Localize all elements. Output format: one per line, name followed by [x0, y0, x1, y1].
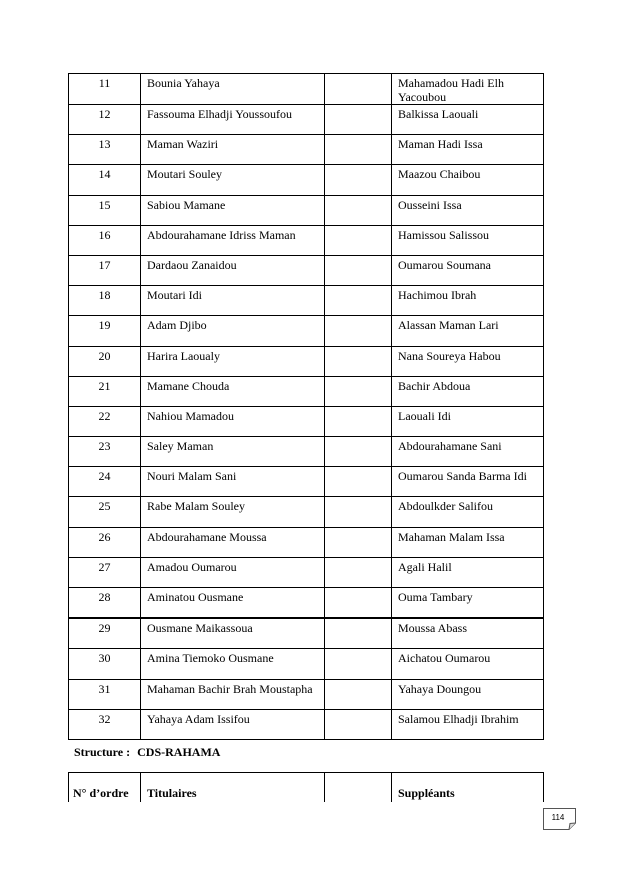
- suppleant-name: Aichatou Oumarou: [392, 649, 544, 679]
- table-row: [69, 437, 544, 467]
- titulaire-name: Rabe Malam Souley: [141, 497, 325, 527]
- table-row: [69, 709, 544, 739]
- table-row: [69, 557, 544, 587]
- row-number: 23: [69, 437, 141, 467]
- row-number: 18: [69, 286, 141, 316]
- titulaire-name: Amadou Oumarou: [141, 557, 325, 587]
- titulaire-name: Mamane Chouda: [141, 376, 325, 406]
- row-number: 25: [69, 497, 141, 527]
- titulaire-name: Fassouma Elhadji Youssoufou: [141, 105, 325, 135]
- blank-cell: [325, 105, 392, 135]
- row-number: 15: [69, 195, 141, 225]
- blank-cell: [325, 437, 392, 467]
- titulaire-name: Abdourahamane Idriss Maman: [141, 225, 325, 255]
- table-row: [69, 618, 544, 649]
- titulaire-name: Saley Maman: [141, 437, 325, 467]
- table-row: [69, 225, 544, 255]
- blank-cell: [325, 557, 392, 587]
- titulaire-name: Yahaya Adam Issifou: [141, 709, 325, 739]
- blank-cell: [325, 316, 392, 346]
- titulaire-name: Amina Tiemoko Ousmane: [141, 649, 325, 679]
- blank-cell: [325, 527, 392, 557]
- row-number: 31: [69, 679, 141, 709]
- header-suppleants: Suppléants: [392, 773, 544, 803]
- table-row: [69, 195, 544, 225]
- titulaire-name: Sabiou Mamane: [141, 195, 325, 225]
- titulaire-name: Adam Djibo: [141, 316, 325, 346]
- row-number: 19: [69, 316, 141, 346]
- titulaire-name: Maman Waziri: [141, 135, 325, 165]
- titulaire-name: Aminatou Ousmane: [141, 588, 325, 619]
- row-number: 22: [69, 406, 141, 436]
- next-table-header: [68, 772, 544, 802]
- row-number: 26: [69, 527, 141, 557]
- blank-cell: [325, 195, 392, 225]
- titulaire-name: Moutari Idi: [141, 286, 325, 316]
- structure-line: [74, 745, 220, 760]
- blank-cell: [325, 74, 392, 105]
- structure-value: CDS-RAHAMA: [137, 745, 221, 759]
- row-number: 20: [69, 346, 141, 376]
- row-number: 32: [69, 709, 141, 739]
- titulaire-name: Dardaou Zanaidou: [141, 255, 325, 285]
- blank-cell: [325, 346, 392, 376]
- blank-cell: [325, 225, 392, 255]
- suppleant-name: Abdourahamane Sani: [392, 437, 544, 467]
- row-number: 11: [69, 74, 141, 105]
- suppleant-name: Bachir Abdoua: [392, 376, 544, 406]
- suppleant-name: Abdoulkder Salifou: [392, 497, 544, 527]
- table-row: [69, 105, 544, 135]
- table-row: [69, 467, 544, 497]
- blank-cell: [325, 165, 392, 195]
- titulaire-name: Abdourahamane Moussa: [141, 527, 325, 557]
- suppleant-name: Maman Hadi Issa: [392, 135, 544, 165]
- row-number: 12: [69, 105, 141, 135]
- row-number: 21: [69, 376, 141, 406]
- table-row: [69, 497, 544, 527]
- titulaire-name: Ousmane Maikassoua: [141, 618, 325, 649]
- table-row: [69, 588, 544, 619]
- row-number: 28: [69, 588, 141, 619]
- titulaire-name: Harira Laoualy: [141, 346, 325, 376]
- suppleant-name: Ouma Tambary: [392, 588, 544, 619]
- suppleant-name: Maazou Chaibou: [392, 165, 544, 195]
- row-number: 14: [69, 165, 141, 195]
- structure-label: Structure :: [74, 745, 131, 759]
- table-row: [69, 316, 544, 346]
- blank-cell: [325, 709, 392, 739]
- titulaire-name: Moutari Souley: [141, 165, 325, 195]
- blank-cell: [325, 406, 392, 436]
- row-number: 27: [69, 557, 141, 587]
- row-number: 13: [69, 135, 141, 165]
- suppleant-name: Nana Soureya Habou: [392, 346, 544, 376]
- table-row: [69, 135, 544, 165]
- members-table-body: [69, 74, 544, 740]
- titulaire-name: Mahaman Bachir Brah Moustapha: [141, 679, 325, 709]
- blank-cell: [325, 618, 392, 649]
- header-row: [69, 773, 544, 803]
- blank-cell: [325, 135, 392, 165]
- blank-cell: [325, 467, 392, 497]
- suppleant-name: Oumarou Sanda Barma Idi: [392, 467, 544, 497]
- table-row: [69, 74, 544, 105]
- titulaire-name: Nahiou Mamadou: [141, 406, 325, 436]
- row-number: 24: [69, 467, 141, 497]
- header-ordre: N° d’ordre: [69, 773, 141, 803]
- table-row: [69, 406, 544, 436]
- page-number-box: [543, 808, 576, 830]
- header-titulaires: Titulaires: [141, 773, 325, 803]
- table-row: [69, 679, 544, 709]
- suppleant-name: Moussa Abass: [392, 618, 544, 649]
- table-row: [69, 649, 544, 679]
- table-row: [69, 286, 544, 316]
- table-row: [69, 165, 544, 195]
- suppleant-name: Laouali Idi: [392, 406, 544, 436]
- row-number: 17: [69, 255, 141, 285]
- blank-cell: [325, 286, 392, 316]
- suppleant-name: Balkissa Laouali: [392, 105, 544, 135]
- suppleant-name: Agali Halil: [392, 557, 544, 587]
- suppleant-name: Ousseini Issa: [392, 195, 544, 225]
- row-number: 29: [69, 618, 141, 649]
- suppleant-name: Mahaman Malam Issa: [392, 527, 544, 557]
- page-number: 114: [551, 813, 565, 822]
- row-number: 30: [69, 649, 141, 679]
- table-row: [69, 346, 544, 376]
- suppleant-name: Alassan Maman Lari: [392, 316, 544, 346]
- suppleant-name: Salamou Elhadji Ibrahim: [392, 709, 544, 739]
- table-row: [69, 255, 544, 285]
- header-blank: [325, 773, 392, 803]
- titulaire-name: Bounia Yahaya: [141, 74, 325, 105]
- suppleant-name: Hachimou Ibrah: [392, 286, 544, 316]
- suppleant-name: Oumarou Soumana: [392, 255, 544, 285]
- blank-cell: [325, 679, 392, 709]
- blank-cell: [325, 376, 392, 406]
- titulaire-name: Nouri Malam Sani: [141, 467, 325, 497]
- table-row: [69, 376, 544, 406]
- blank-cell: [325, 255, 392, 285]
- blank-cell: [325, 649, 392, 679]
- suppleant-name: Mahamadou Hadi Elh Yacoubou: [392, 74, 544, 105]
- row-number: 16: [69, 225, 141, 255]
- blank-cell: [325, 588, 392, 619]
- members-table: [68, 73, 544, 740]
- suppleant-name: Yahaya Doungou: [392, 679, 544, 709]
- table-row: [69, 527, 544, 557]
- suppleant-name: Hamissou Salissou: [392, 225, 544, 255]
- blank-cell: [325, 497, 392, 527]
